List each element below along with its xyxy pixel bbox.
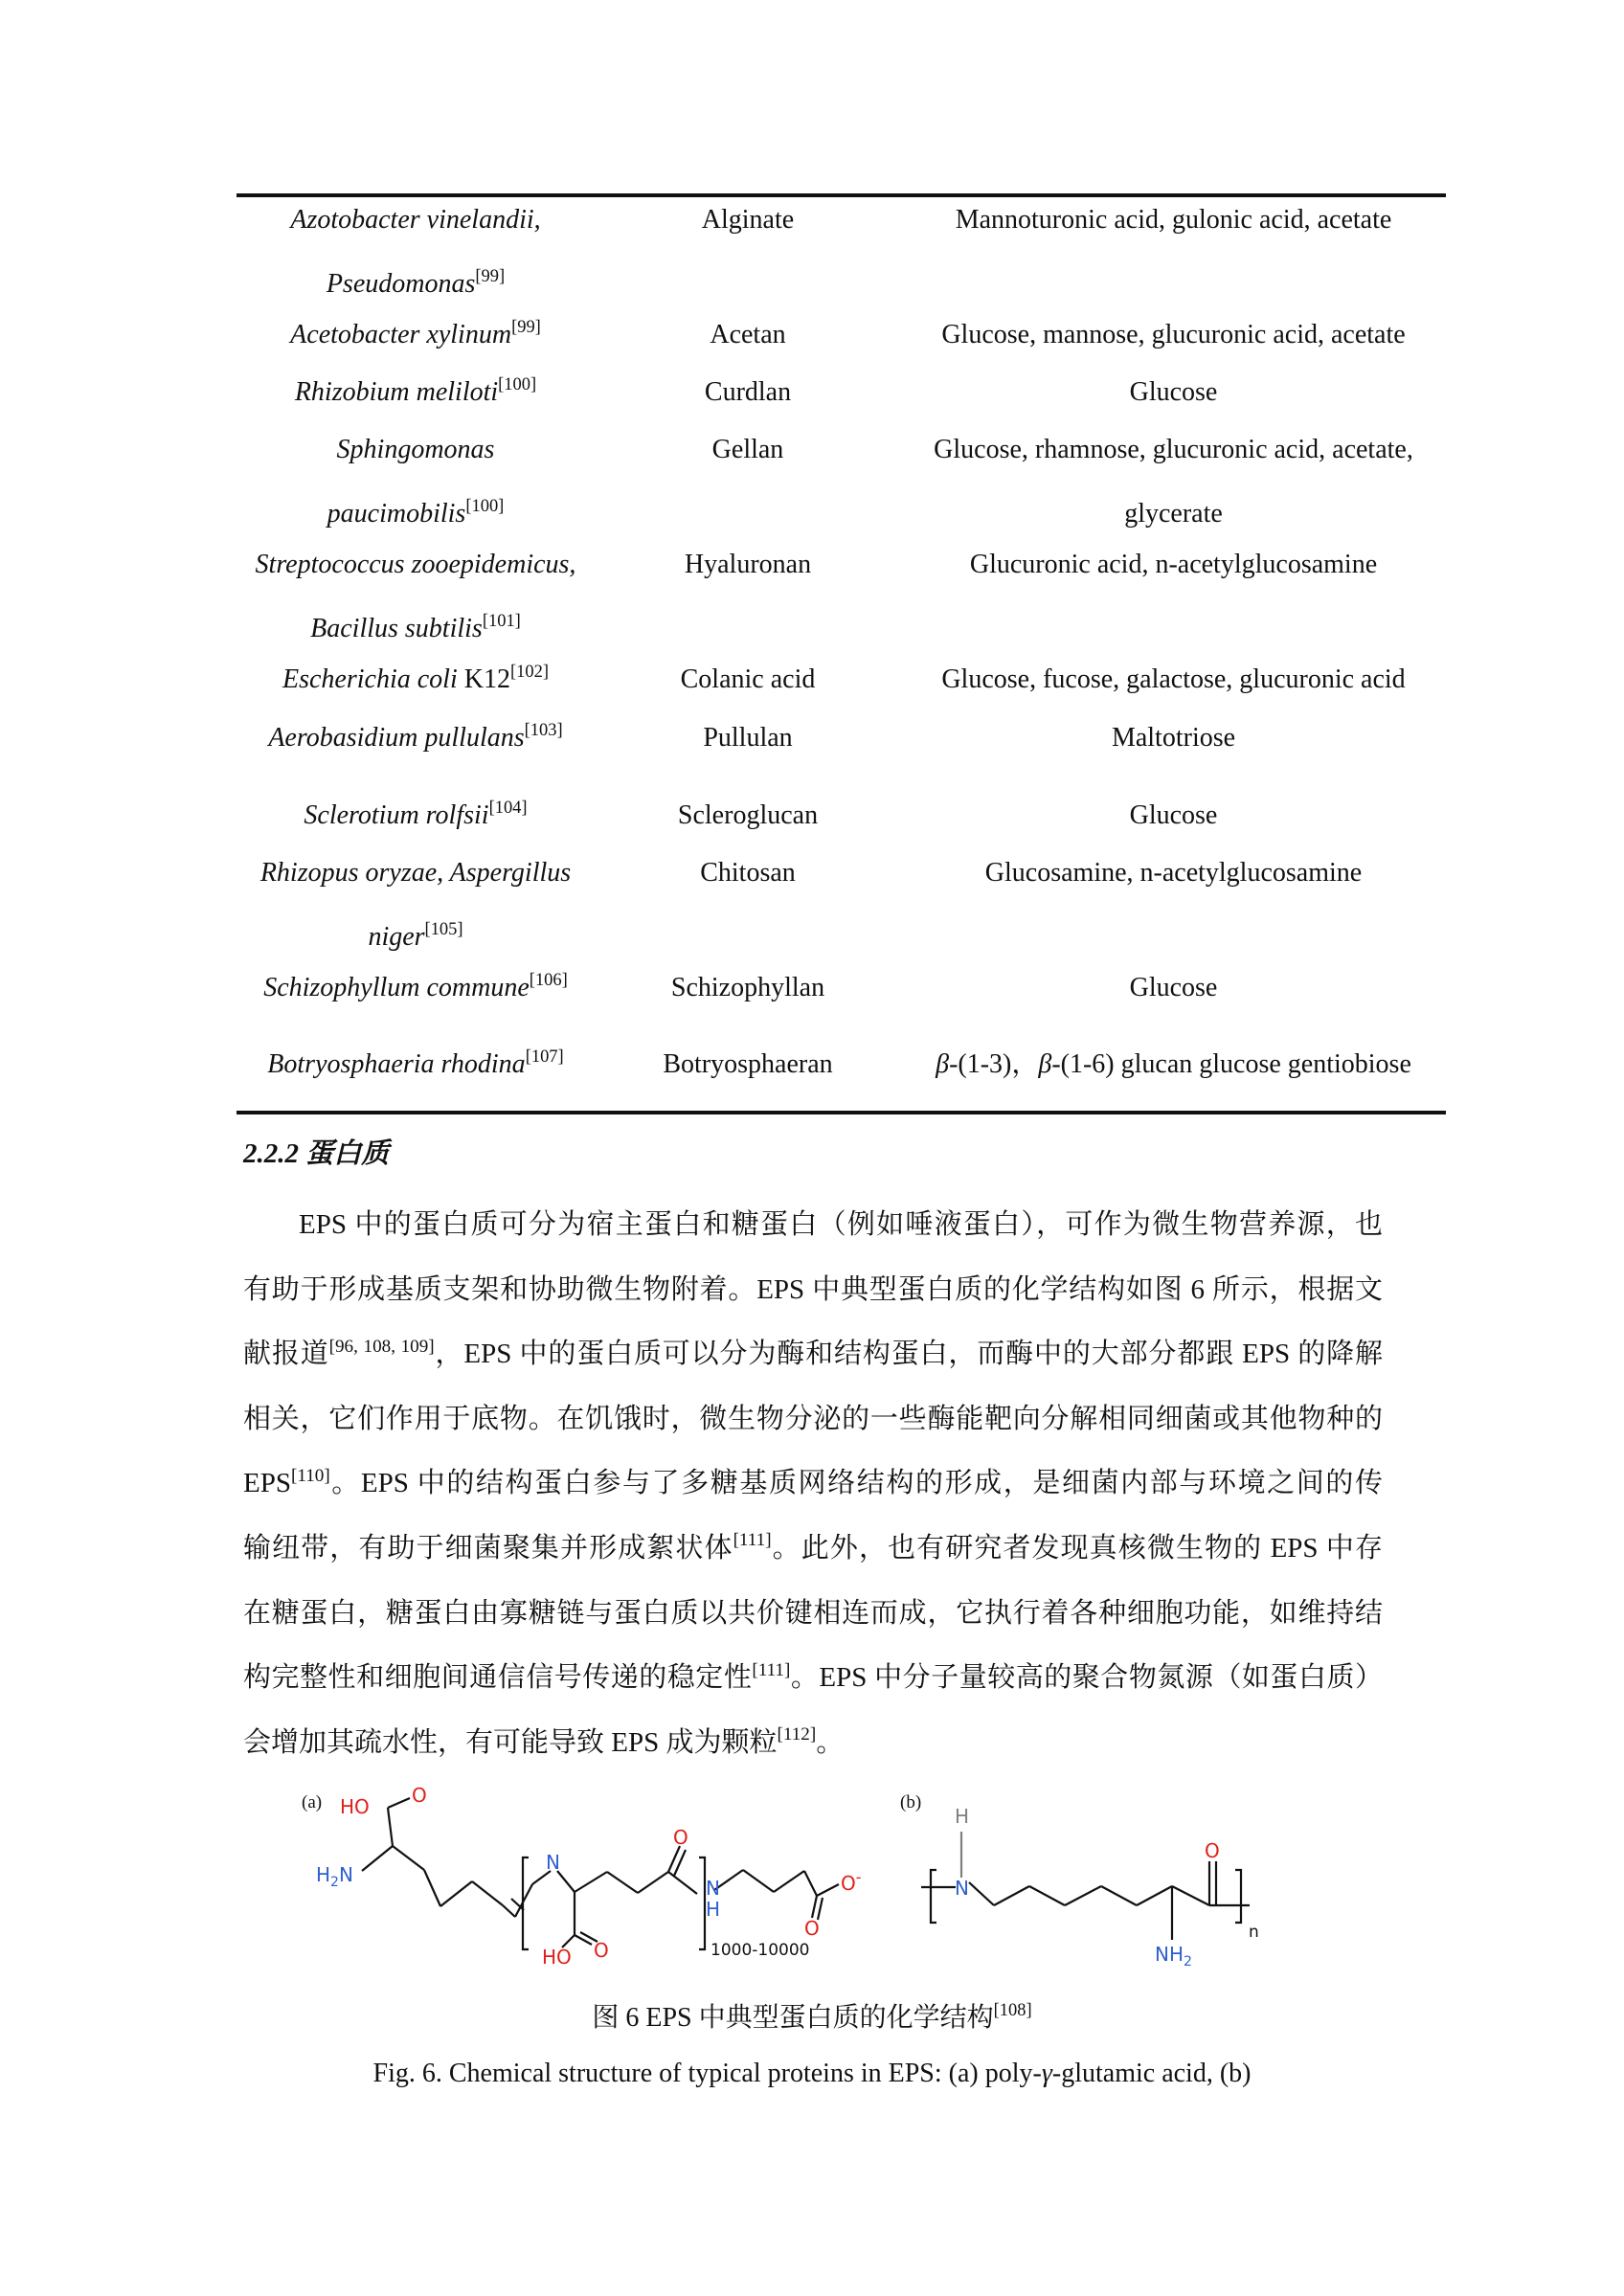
organism-cell	[237, 303, 595, 367]
atom-o-b: O	[1205, 1839, 1220, 1862]
paragraph-line: 有助于形成基质支架和协助微生物附着。EPS 中典型蛋白质的化学结构如图 6 所示，根据文	[243, 1273, 1383, 1305]
organism-line: niger[105]	[368, 918, 463, 952]
components-line: Glucose, fucose, galactose, glucuronic acid	[941, 664, 1406, 694]
atom-h-end: H	[706, 1898, 721, 1921]
figure-caption-en: Fig. 6. Chemical structure of typical proteins in EPS: (a) poly-γ-glutamic acid, (b)	[372, 2059, 1252, 2088]
paragraph-line: EPS 中的蛋白质可分为宿主蛋白和糖蛋白（例如唾液蛋白），可作为微生物营养源，也	[299, 1209, 1383, 1240]
paragraph-line: 会增加其疏水性，有可能导致 EPS 成为颗粒[112]。	[243, 1724, 845, 1758]
paragraph-line: 相关，它们作用于底物。在饥饿时，微生物分泌的一些酶能靶向分解相同细菌或其他物种的	[243, 1403, 1383, 1434]
components-line: Glucose, rhamnose, glucuronic acid, acetate,	[934, 435, 1413, 464]
polymer-cell: Gellan	[711, 435, 784, 464]
atom-nh2-b: $NH_2$	[1155, 1943, 1192, 1970]
subscript-n: n	[1249, 1923, 1259, 1942]
organism-cell	[237, 841, 595, 969]
organism-cell	[237, 532, 595, 661]
components-line: Maltotriose	[1111, 723, 1236, 753]
organism-line: Botryosphaeria rhodina[107]	[267, 1046, 564, 1079]
organism-cell	[237, 360, 595, 424]
polymer-cell: Botryosphaeran	[663, 1049, 833, 1079]
components-cell	[901, 532, 1446, 661]
paragraph-line: 输纽带，有助于细菌聚集并形成絮状体[111]。此外，也有研究者发现真核微生物的 EPS 中存	[243, 1530, 1383, 1564]
table-body	[237, 197, 1446, 1111]
table-row	[237, 1032, 1446, 1096]
polymer-cell: Chitosan	[700, 858, 796, 888]
atom-o-minus: O-	[841, 1868, 862, 1895]
components-line: Glucosamine, n-acetylglucosamine	[984, 858, 1363, 888]
table-row	[237, 783, 1446, 847]
figure-6	[287, 1779, 1360, 1980]
components-cell	[901, 647, 1446, 711]
polymer-cell: Curdlan	[704, 377, 792, 407]
chemical-structures	[287, 1779, 1360, 1980]
components-cell	[901, 956, 1446, 1020]
organism-line: Escherichia coli K12[102]	[282, 661, 549, 694]
organism-line: Streptococcus zooepidemicus,	[255, 550, 576, 579]
section-heading: 2.2.2 蛋白质	[243, 1138, 390, 1169]
atom-ho-bottom: HO	[542, 1946, 572, 1969]
organism-line: Schizophyllum commune[106]	[263, 969, 568, 1002]
components-cell	[901, 417, 1446, 546]
paragraph-line: 构完整性和细胞间通信信号传递的稳定性[111]。EPS 中分子量较高的聚合物氮源（如蛋白质）	[243, 1659, 1383, 1694]
organism-cell	[237, 417, 595, 546]
organism-line: Azotobacter vinelandii,	[290, 205, 541, 235]
table-row	[237, 188, 1446, 316]
paragraph-line: 献报道[96, 108, 109]，EPS 中的蛋白质可以分为酶和结构蛋白，而酶中的大部分都跟 EPS 的降解	[243, 1336, 1383, 1370]
organism-line: paucimobilis[100]	[327, 495, 505, 529]
components-cell	[901, 188, 1446, 316]
components-cell	[901, 706, 1446, 770]
label-b: (b)	[900, 1792, 922, 1812]
components-cell	[901, 303, 1446, 367]
polymer-cell: Acetan	[710, 320, 786, 349]
organism-line: Rhizobium meliloti[100]	[294, 373, 537, 407]
structure-a-bonds	[362, 1798, 839, 1949]
repeat-count: 1000-10000	[710, 1941, 810, 1960]
components-line: glycerate	[1124, 499, 1223, 529]
organism-line: Pseudomonas[99]	[326, 265, 506, 299]
atom-n-amide: N	[546, 1851, 560, 1874]
components-line: Glucose	[1129, 973, 1218, 1002]
components-line: Glucose, mannose, glucuronic acid, acetate	[941, 320, 1406, 349]
polymer-cell: Pullulan	[703, 723, 793, 753]
table-row	[237, 360, 1446, 424]
table-bottom-rule	[237, 1111, 1446, 1114]
components-line: β-(1-3)，β-(1-6) glucan glucose gentiobiose	[936, 1049, 1411, 1079]
organism-line: Sphingomonas	[336, 435, 495, 464]
atom-n-end: N	[706, 1877, 720, 1900]
structure-b-atoms	[955, 1805, 1259, 1970]
components-cell	[901, 841, 1446, 969]
organism-cell	[237, 647, 595, 711]
components-line: Mannoturonic acid, gulonic acid, acetate	[955, 205, 1392, 235]
structure-a-atoms	[316, 1784, 862, 1969]
organism-line: Acetobacter xylinum[99]	[290, 316, 541, 349]
structure-b-bonds	[921, 1832, 1250, 1940]
atom-o-carbonyl: O	[673, 1826, 688, 1849]
table-row	[237, 956, 1446, 1020]
table-row	[237, 417, 1446, 546]
organism-line: Sclerotium rolfsii[104]	[304, 797, 528, 830]
organism-cell	[237, 188, 595, 316]
polymer-cell: Schizophyllan	[670, 973, 825, 1002]
table-row	[237, 532, 1446, 661]
label-a: (a)	[302, 1792, 323, 1812]
atom-n-b: N	[955, 1877, 969, 1900]
atom-o-terminal: O	[804, 1917, 820, 1940]
atom-o-top: O	[412, 1784, 427, 1807]
table-row	[237, 841, 1446, 969]
polysaccharide-table	[237, 193, 1446, 1114]
components-cell	[901, 783, 1446, 847]
atom-h-b: H	[955, 1805, 970, 1828]
body-paragraph	[243, 1193, 1383, 1775]
atom-ho-top: HO	[340, 1795, 370, 1818]
atom-h2n: $H_2N$	[316, 1863, 353, 1890]
table-row	[237, 706, 1446, 770]
polymer-cell: Scleroglucan	[677, 800, 819, 830]
paragraph-line: EPS[110]。EPS 中的结构蛋白参与了多糖基质网络结构的形成，是细菌内部与环境之间的传	[243, 1465, 1383, 1499]
organism-cell	[237, 706, 595, 770]
components-cell	[901, 1032, 1446, 1096]
organism-line: Bacillus subtilis[101]	[310, 610, 521, 643]
table-row	[237, 647, 1446, 711]
polymer-cell: Colanic acid	[680, 664, 816, 694]
components-line: Glucose	[1129, 377, 1218, 407]
organism-cell	[237, 1032, 595, 1096]
atom-o-bottom: O	[594, 1939, 609, 1962]
table-row	[237, 303, 1446, 367]
paragraph-line: 在糖蛋白，糖蛋白由寡糖链与蛋白质以共价键相连而成，它执行着各种细胞功能，如维持结	[243, 1597, 1383, 1629]
organism-cell	[237, 783, 595, 847]
organism-line: Aerobasidium pullulans[103]	[268, 719, 563, 753]
components-cell	[901, 360, 1446, 424]
polymer-cell: Hyaluronan	[684, 550, 812, 579]
organism-cell	[237, 956, 595, 1020]
components-line: Glucuronic acid, n-acetylglucosamine	[969, 550, 1378, 579]
organism-line: Rhizopus oryzae, Aspergillus	[259, 858, 572, 888]
polymer-cell: Alginate	[701, 205, 795, 235]
components-line: Glucose	[1129, 800, 1218, 830]
figure-caption-cn: 图 6 EPS 中典型蛋白质的化学结构[108]	[592, 1999, 1032, 2033]
